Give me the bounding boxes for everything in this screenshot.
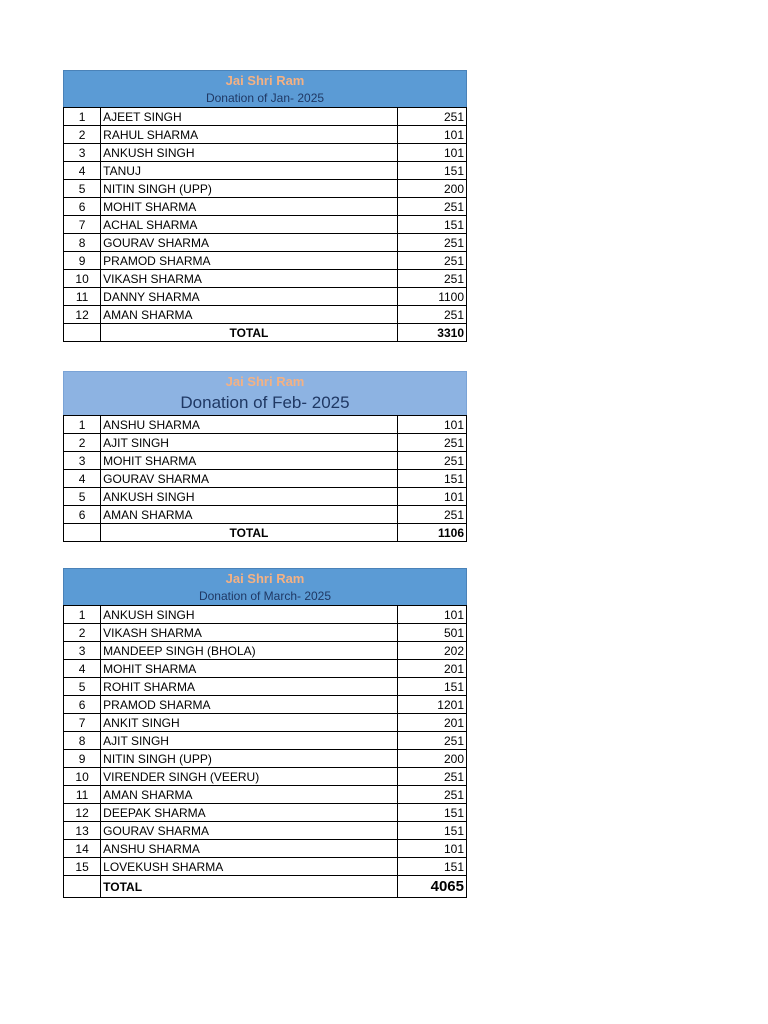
donation-table-jan	[63, 70, 467, 342]
donor-name: VIKASH SHARMA	[101, 624, 397, 642]
donation-amount: 151	[397, 858, 466, 876]
table-row	[64, 822, 467, 840]
donation-amount: 151	[397, 162, 466, 180]
total-label: TOTAL	[101, 324, 397, 342]
table-row	[64, 470, 467, 488]
table-row	[64, 416, 467, 434]
row-number: 7	[64, 714, 101, 732]
row-number: 3	[64, 452, 101, 470]
donor-name: AJIT SINGH	[101, 732, 397, 750]
donation-amount: 1100	[397, 288, 466, 306]
total-label: TOTAL	[101, 524, 397, 542]
table-row	[64, 306, 467, 324]
donor-name: GOURAV SHARMA	[101, 470, 397, 488]
donor-name: NITIN SINGH (UPP)	[101, 180, 397, 198]
donor-name: PRAMOD SHARMA	[101, 252, 397, 270]
donation-amount: 251	[397, 234, 466, 252]
table-row	[64, 750, 467, 768]
empty-cell	[64, 324, 101, 342]
row-number: 4	[64, 162, 101, 180]
table-row	[64, 786, 467, 804]
total-row	[64, 524, 467, 542]
donation-amount: 200	[397, 750, 466, 768]
donor-name: DANNY SHARMA	[101, 288, 397, 306]
donation-amount: 201	[397, 660, 466, 678]
donor-name: AJIT SINGH	[101, 434, 397, 452]
donation-amount: 251	[397, 768, 466, 786]
row-number: 10	[64, 768, 101, 786]
row-number: 11	[64, 288, 101, 306]
table-row	[64, 768, 467, 786]
donation-amount: 251	[397, 786, 466, 804]
donor-name: RAHUL SHARMA	[101, 126, 397, 144]
table-row	[64, 732, 467, 750]
donor-name: PRAMOD SHARMA	[101, 696, 397, 714]
row-number: 2	[64, 624, 101, 642]
table-row	[64, 162, 467, 180]
table-row	[64, 288, 467, 306]
donor-name: VIKASH SHARMA	[101, 270, 397, 288]
row-number: 6	[64, 506, 101, 524]
donation-table-march	[63, 568, 467, 898]
donation-amount: 151	[397, 804, 466, 822]
row-number: 1	[64, 416, 101, 434]
donation-grid	[63, 605, 467, 898]
header-title: Jai Shri Ram	[225, 73, 305, 88]
row-number: 13	[64, 822, 101, 840]
donation-amount: 101	[397, 488, 466, 506]
donation-amount: 101	[397, 144, 466, 162]
donor-name: MOHIT SHARMA	[101, 660, 397, 678]
donor-name: GOURAV SHARMA	[101, 822, 397, 840]
table-row	[64, 108, 467, 126]
row-number: 15	[64, 858, 101, 876]
row-number: 1	[64, 606, 101, 624]
table-row	[64, 660, 467, 678]
total-amount: 1106	[397, 524, 466, 542]
header-title: Jai Shri Ram	[225, 571, 305, 586]
row-number: 14	[64, 840, 101, 858]
header-subtitle: Donation of Feb- 2025	[180, 393, 350, 412]
table-row	[64, 696, 467, 714]
row-number: 9	[64, 252, 101, 270]
table-row	[64, 714, 467, 732]
donation-amount: 251	[397, 434, 466, 452]
donation-amount: 251	[397, 732, 466, 750]
donation-amount: 101	[397, 606, 466, 624]
table-header	[63, 568, 467, 605]
donation-amount: 251	[397, 306, 466, 324]
table-row	[64, 840, 467, 858]
donor-name: VIRENDER SINGH (VEERU)	[101, 768, 397, 786]
donation-grid	[63, 415, 467, 542]
donor-name: ANKUSH SINGH	[101, 606, 397, 624]
donation-amount: 101	[397, 840, 466, 858]
table-row	[64, 452, 467, 470]
donation-amount: 501	[397, 624, 466, 642]
row-number: 6	[64, 696, 101, 714]
row-number: 2	[64, 126, 101, 144]
donor-name: AJEET SINGH	[101, 108, 397, 126]
table-row	[64, 126, 467, 144]
row-number: 8	[64, 732, 101, 750]
total-row	[64, 876, 467, 898]
donor-name: NITIN SINGH (UPP)	[101, 750, 397, 768]
table-row	[64, 858, 467, 876]
row-number: 3	[64, 144, 101, 162]
row-number: 5	[64, 678, 101, 696]
donor-name: AMAN SHARMA	[101, 506, 397, 524]
table-row	[64, 198, 467, 216]
table-row	[64, 678, 467, 696]
row-number: 4	[64, 470, 101, 488]
row-number: 5	[64, 488, 101, 506]
header-title: Jai Shri Ram	[225, 374, 305, 389]
donation-amount: 200	[397, 180, 466, 198]
donor-name: DEEPAK SHARMA	[101, 804, 397, 822]
donor-name: ANSHU SHARMA	[101, 416, 397, 434]
donor-name: MANDEEP SINGH (BHOLA)	[101, 642, 397, 660]
total-label: TOTAL	[101, 876, 397, 898]
table-row	[64, 270, 467, 288]
table-header	[63, 371, 467, 415]
empty-cell	[64, 876, 101, 898]
donation-amount: 151	[397, 216, 466, 234]
donation-amount: 251	[397, 252, 466, 270]
donor-name: LOVEKUSH SHARMA	[101, 858, 397, 876]
total-amount: 3310	[397, 324, 466, 342]
table-row	[64, 144, 467, 162]
donation-amount: 251	[397, 198, 466, 216]
table-row	[64, 506, 467, 524]
row-number: 3	[64, 642, 101, 660]
row-number: 8	[64, 234, 101, 252]
donation-table-feb	[63, 371, 467, 542]
donation-grid	[63, 107, 467, 342]
table-row	[64, 216, 467, 234]
donor-name: ROHIT SHARMA	[101, 678, 397, 696]
donor-name: GOURAV SHARMA	[101, 234, 397, 252]
table-row	[64, 606, 467, 624]
row-number: 7	[64, 216, 101, 234]
header-subtitle: Donation of Jan- 2025	[205, 91, 325, 105]
row-number: 12	[64, 306, 101, 324]
row-number: 5	[64, 180, 101, 198]
total-amount: 4065	[397, 876, 466, 898]
donor-name: ANKUSH SINGH	[101, 488, 397, 506]
table-row	[64, 804, 467, 822]
empty-cell	[64, 524, 101, 542]
donation-amount: 151	[397, 470, 466, 488]
table-row	[64, 252, 467, 270]
donation-amount: 1201	[397, 696, 466, 714]
donor-name: MOHIT SHARMA	[101, 452, 397, 470]
row-number: 2	[64, 434, 101, 452]
donation-amount: 251	[397, 108, 466, 126]
donor-name: MOHIT SHARMA	[101, 198, 397, 216]
table-row	[64, 180, 467, 198]
donation-amount: 101	[397, 126, 466, 144]
row-number: 10	[64, 270, 101, 288]
table-header	[63, 70, 467, 107]
row-number: 4	[64, 660, 101, 678]
table-row	[64, 642, 467, 660]
donation-amount: 251	[397, 452, 466, 470]
donor-name: TANUJ	[101, 162, 397, 180]
donor-name: ANKIT SINGH	[101, 714, 397, 732]
donation-amount: 201	[397, 714, 466, 732]
donor-name: ANSHU SHARMA	[101, 840, 397, 858]
donation-amount: 151	[397, 822, 466, 840]
total-row	[64, 324, 467, 342]
donor-name: AMAN SHARMA	[101, 786, 397, 804]
row-number: 12	[64, 804, 101, 822]
row-number: 11	[64, 786, 101, 804]
table-row	[64, 434, 467, 452]
donation-amount: 251	[397, 270, 466, 288]
table-row	[64, 234, 467, 252]
donor-name: AMAN SHARMA	[101, 306, 397, 324]
donor-name: ACHAL SHARMA	[101, 216, 397, 234]
donor-name: ANKUSH SINGH	[101, 144, 397, 162]
donation-amount: 251	[397, 506, 466, 524]
table-row	[64, 488, 467, 506]
table-row	[64, 624, 467, 642]
donation-amount: 101	[397, 416, 466, 434]
row-number: 9	[64, 750, 101, 768]
row-number: 1	[64, 108, 101, 126]
donation-amount: 151	[397, 678, 466, 696]
donation-amount: 202	[397, 642, 466, 660]
header-subtitle: Donation of March- 2025	[198, 589, 332, 603]
row-number: 6	[64, 198, 101, 216]
